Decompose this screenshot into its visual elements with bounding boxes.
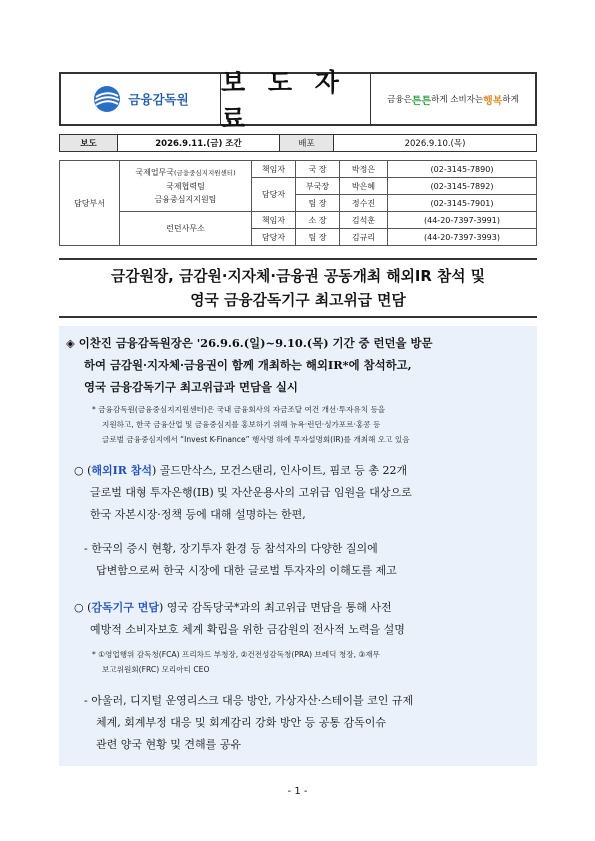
role: 담당자 [252,178,296,212]
meeting-sub-line: 관련 양국 현황 및 견해를 공유 [96,738,241,751]
role: 책임자 [252,212,296,229]
role: 담당자 [252,229,296,246]
meeting-sub-section [84,690,413,756]
contact-name: 김규리 [340,229,388,246]
contact-title: 부국장 [296,178,340,195]
dept-name: 국제협력팀 [166,182,205,191]
contact-phone: (44-20-7397-3991) [388,212,537,229]
ir-section [74,460,412,526]
contact-name: 정수진 [340,195,388,212]
note-line: 글로벌 금융중심지에서 “Invest K-Finance” 행사명 하에 투자설명회(IR)를 개최해 오고 있음 [102,435,410,444]
fss-logo [61,74,221,124]
ir-sub-line: 답변함으로써 한국 시장에 대한 글로벌 투자자의 이해도를 제고 [96,564,397,577]
meeting-sub-line: 체계, 회계부정 대응 및 회계감리 강화 방안 등 공통 감독이슈 [96,716,386,729]
lead-line: 하여 금감원·지자체·금융권이 함께 개최하는 해외IR*에 참석하고, [84,358,412,372]
ir-line: 한국 자본시장·정책 등에 대해 설명하는 한편, [90,508,306,521]
lead-line: 영국 금융감독기구 최고위급과 면담을 실시 [84,380,298,394]
note-line: 보고위원회(FRC) 모리아티 CEO [102,665,210,674]
contact-phone: (02-3145-7892) [388,178,537,195]
title-line: 금감원장, 금감원·지자체·금융권 공동개최 해외IR 참석 및 [111,268,485,285]
title-line: 영국 금융감독기구 최고위급 면담 [190,292,406,309]
role: 책임자 [252,161,296,178]
ir-text: ) 골드만삭스, 모건스탠리, 인사이트, 핌코 등 총 22개 [152,464,408,477]
meeting-section [74,597,405,641]
page-number: - 1 - [287,786,308,797]
footnote-ir [92,402,410,447]
slogan [371,74,535,124]
contact-label: 담당부서 [60,161,120,246]
note-line: * 금융감독원(금융중심지지원센터)은 국내 금융회사의 자금조달 여건 개선·투자유치 등을 [92,405,386,414]
meeting-heading: 감독기구 면담 [91,601,159,614]
contact-name: 김석훈 [340,212,388,229]
press-title: 보 도 자 료 [221,74,371,124]
contact-table [59,160,537,246]
note-line: 지원하고, 한국 금융산업 및 금융중심지를 홍보하기 위해 뉴욕·런던·싱가포르·홍콩 등 [102,420,381,429]
dept-name: 금융중심지지원팀 [154,195,217,204]
meeting-line [74,597,405,619]
release-label: 보도 [60,135,118,152]
ir-sub-section [84,538,397,582]
note-line: * ①영업행위 감독청(FCA) 프리차드 부청장, ②건전성감독청(PRA) 브레딕 청장, ③재무 [92,650,380,659]
slogan-highlight: 튼튼 [411,95,432,107]
release-table [59,134,537,152]
distribution-date: 2026.9.10.(목) [334,135,537,152]
slogan-part: 하게 [502,95,519,105]
dept-name: 국제업무국 [135,168,175,177]
slogan-part: 하게 소비자는 [431,95,484,105]
dept-group [120,161,252,212]
contact-title: 소 장 [296,212,340,229]
contact-title: 팀 장 [296,195,340,212]
contact-name: 박정은 [340,161,388,178]
footnote-meeting [92,647,380,677]
ir-sub-line: - 한국의 증시 현황, 장기투자 환경 등 참석자의 다양한 질의에 [84,542,378,555]
contact-phone: (02-3145-7901) [388,195,537,212]
lead-paragraph [66,332,432,398]
fss-logo-icon [92,84,122,114]
slogan-part: 금융은 [387,95,412,105]
dept-sub: (금융중심지지원센터) [174,169,236,177]
contact-phone: (02-3145-7890) [388,161,537,178]
contact-name: 박은혜 [340,178,388,195]
ir-bullet: ○ ( [74,464,92,477]
lead-line: ◈ 이찬진 금융감독원장은 '26.9.6.(일)~9.10.(목) 기간 중 런던을 방문 [66,336,433,350]
org-name: 금융감독원 [128,92,189,107]
dept-name: 런던사무소 [120,212,252,246]
contact-title: 팀 장 [296,229,340,246]
contact-title: 국 장 [296,161,340,178]
ir-line: 글로벌 대형 투자은행(IB) 및 자산운용사의 고위급 임원을 대상으로 [90,486,412,499]
press-header [59,68,537,133]
ir-line [74,460,412,482]
distribution-label: 배포 [280,135,334,152]
contact-phone: (44-20-7397-3993) [388,229,537,246]
meeting-text: ) 영국 감독당국*과의 최고위급 면담을 통해 사전 [158,601,392,614]
ir-heading: 해외IR 참석 [91,464,153,477]
page-title [59,258,537,318]
release-date: 2026.9.11.(금) 조간 [118,135,280,152]
meeting-line: 예방적 소비자보호 체계 확립을 위한 금감원의 전사적 노력을 설명 [90,623,405,636]
meeting-bullet: ○ ( [74,601,92,614]
slogan-highlight: 행복 [483,95,503,107]
meeting-sub-line: - 아울러, 디지털 운영리스크 대응 방안, 가상자산·스테이블 코인 규제 [84,694,414,707]
